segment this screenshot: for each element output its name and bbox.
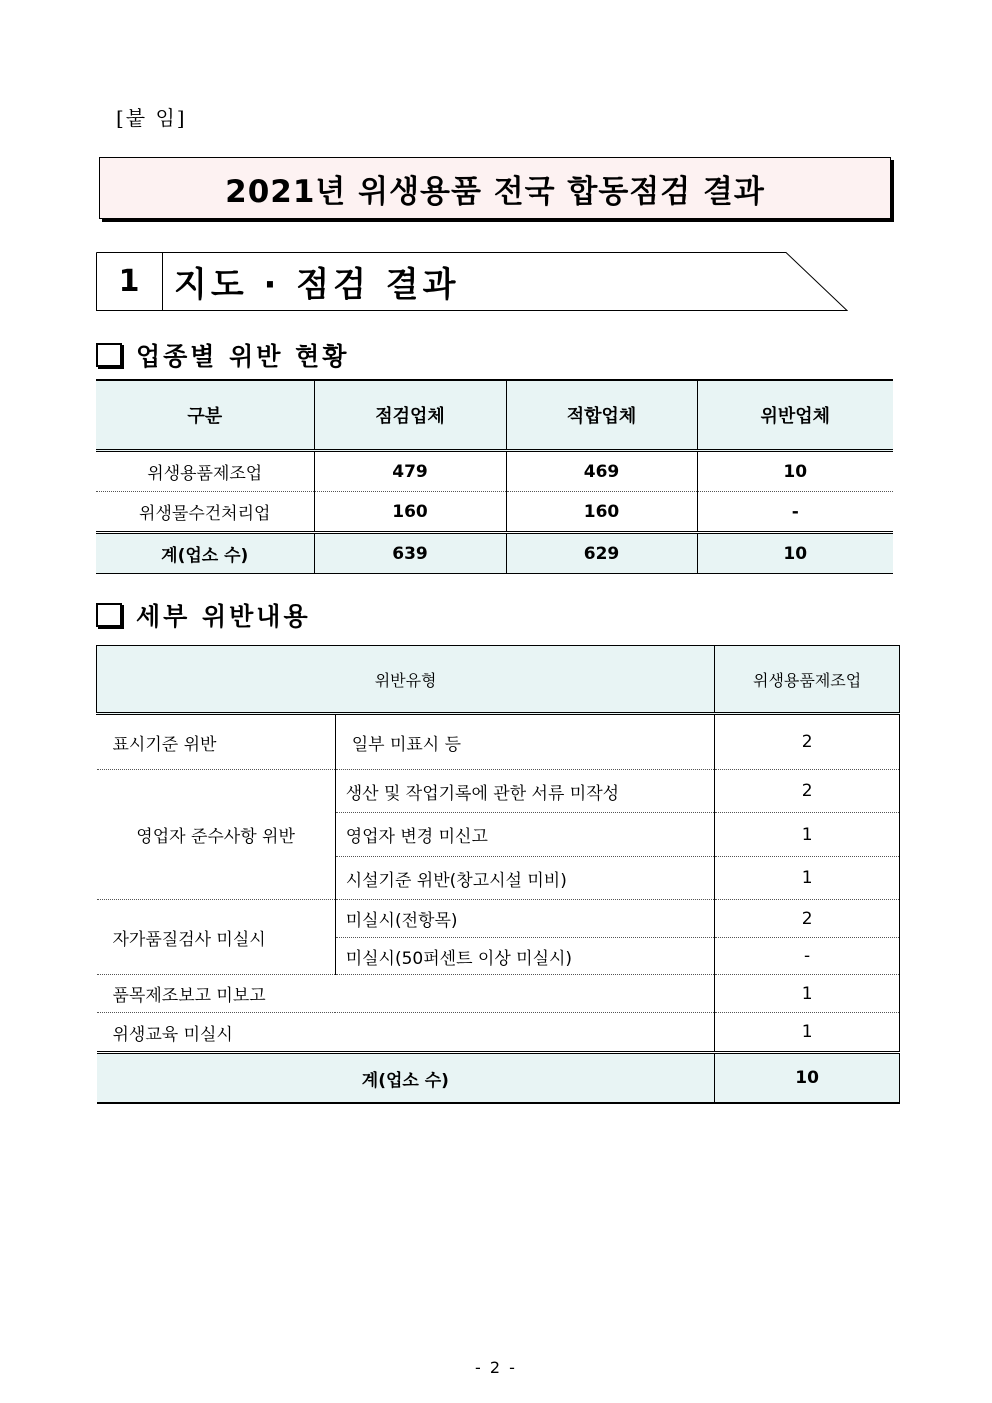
subsection-heading-details bbox=[96, 597, 311, 633]
total-count: 10 bbox=[715, 1053, 900, 1104]
checkbox-bullet-icon bbox=[96, 603, 122, 627]
table-total-row bbox=[97, 1053, 900, 1104]
table-row bbox=[97, 975, 900, 1013]
table-row bbox=[96, 451, 893, 492]
subsection-heading-industry bbox=[96, 337, 349, 373]
cell-compliant: 160 bbox=[506, 492, 697, 533]
table-total-row bbox=[96, 533, 893, 574]
total-violating: 10 bbox=[697, 533, 893, 574]
violation-category: 품목제조보고 미보고 bbox=[97, 975, 715, 1013]
header-inspected: 점검업체 bbox=[314, 380, 506, 451]
document-title: 2021년 위생용품 전국 합동점검 결과 bbox=[99, 157, 891, 219]
section-header bbox=[96, 252, 848, 312]
table-row bbox=[97, 1013, 900, 1053]
violation-detail-table bbox=[96, 645, 900, 1104]
violation-detail: 시설기준 위반(창고시설 미비) bbox=[335, 857, 715, 900]
violation-detail: 영업자 변경 미신고 bbox=[335, 813, 715, 857]
violation-detail: 일부 미표시 등 bbox=[335, 714, 715, 770]
violation-count: 2 bbox=[715, 770, 900, 813]
total-inspected: 639 bbox=[314, 533, 506, 574]
violation-count: 1 bbox=[715, 857, 900, 900]
header-compliant: 적합업체 bbox=[506, 380, 697, 451]
violation-count: - bbox=[715, 938, 900, 975]
cell-inspected: 479 bbox=[314, 451, 506, 492]
subsection-title: 세부 위반내용 bbox=[136, 602, 311, 631]
violation-category: 자가품질검사 미실시 bbox=[97, 900, 336, 975]
violation-category: 위생교육 미실시 bbox=[97, 1013, 715, 1053]
total-compliant: 629 bbox=[506, 533, 697, 574]
cell-violating: 10 bbox=[697, 451, 893, 492]
header-manufacturer: 위생용품제조업 bbox=[715, 646, 900, 714]
table-row bbox=[97, 770, 900, 813]
cell-violating: - bbox=[697, 492, 893, 533]
violation-category: 표시기준 위반 bbox=[97, 714, 336, 770]
header-violating: 위반업체 bbox=[697, 380, 893, 451]
violation-category: 영업자 준수사항 위반 bbox=[97, 770, 336, 900]
cell-inspected: 160 bbox=[314, 492, 506, 533]
violation-detail: 미실시(50퍼센트 이상 미실시) bbox=[335, 938, 715, 975]
industry-violation-table bbox=[96, 379, 893, 574]
violation-count: 1 bbox=[715, 975, 900, 1013]
violation-detail: 미실시(전항목) bbox=[335, 900, 715, 938]
violation-count: 1 bbox=[715, 1013, 900, 1053]
header-category: 구분 bbox=[96, 380, 314, 451]
table-header-row bbox=[97, 646, 900, 714]
violation-count: 2 bbox=[715, 900, 900, 938]
header-violation-type: 위반유형 bbox=[97, 646, 715, 714]
table-row bbox=[97, 900, 900, 938]
section-title: 지도 · 점검 결과 bbox=[174, 264, 460, 305]
subsection-title: 업종별 위반 현황 bbox=[136, 342, 350, 371]
section-number: 1 bbox=[118, 263, 140, 299]
table-row bbox=[97, 714, 900, 770]
violation-detail: 생산 및 작업기록에 관한 서류 미작성 bbox=[335, 770, 715, 813]
table-header-row bbox=[96, 380, 893, 451]
attachment-label: [붙 임] bbox=[116, 106, 187, 130]
violation-count: 2 bbox=[715, 714, 900, 770]
row-category: 위생물수건처리업 bbox=[96, 492, 314, 533]
cell-compliant: 469 bbox=[506, 451, 697, 492]
page-number: - 2 - bbox=[475, 1358, 517, 1377]
violation-count: 1 bbox=[715, 813, 900, 857]
table-row bbox=[96, 492, 893, 533]
total-label: 계(업소 수) bbox=[96, 533, 314, 574]
checkbox-bullet-icon bbox=[96, 343, 122, 367]
row-category: 위생용품제조업 bbox=[96, 451, 314, 492]
total-label: 계(업소 수) bbox=[97, 1053, 715, 1104]
